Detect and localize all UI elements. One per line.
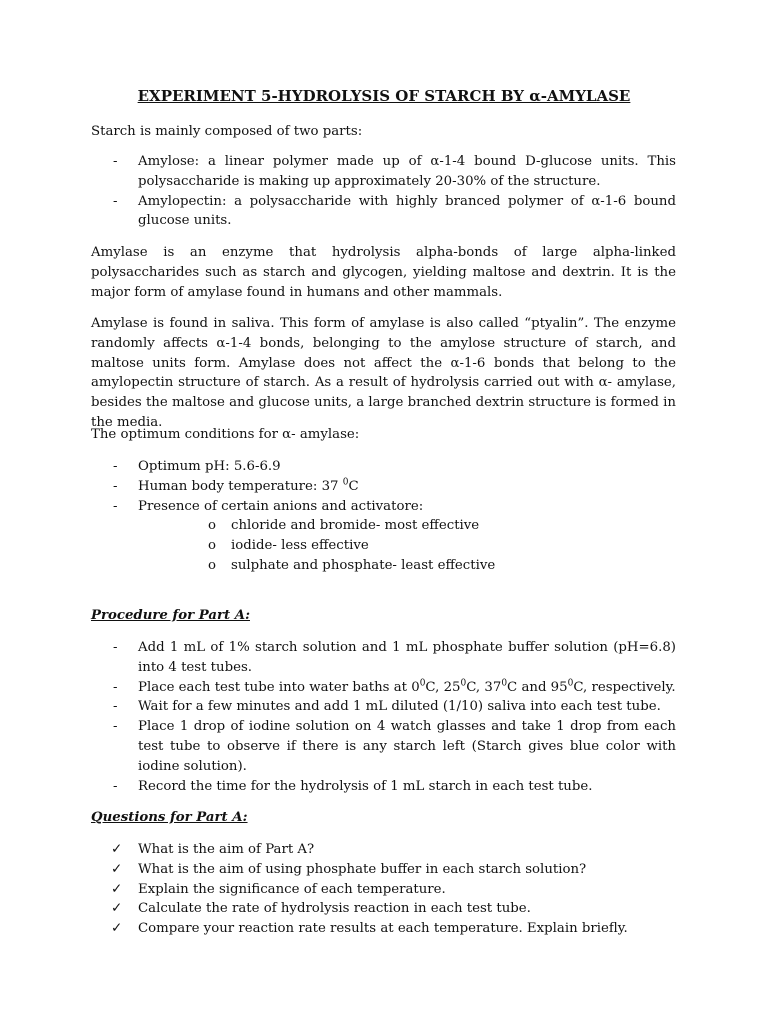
- dash-marker: -: [113, 699, 118, 715]
- bullet-marker: o: [208, 518, 217, 534]
- procedure-step: Add 1 mL of 1% starch solution and 1 mL phosphate buffer solution (pH=6.8) into 4 test tubes.: [138, 640, 676, 675]
- list-item: [91, 477, 676, 497]
- dash-marker: -: [113, 154, 118, 169]
- degree-sup: 0: [342, 477, 349, 488]
- degree-sup: 0: [460, 678, 467, 689]
- dash-marker: -: [113, 193, 118, 209]
- amylose-text: Amylose: a linear polymer made up of α-1-4 bound D-glucose units. This polysaccharide is making up approximately 20-30% of the structure.: [138, 154, 676, 189]
- procedure-list: [91, 638, 676, 796]
- list-item: [138, 556, 676, 576]
- question-text: Explain the significance of each temperature.: [138, 881, 446, 897]
- saliva-paragraph: Amylase is found in saliva. This form of amylase is also called “ptyalin”. The enzyme randomly affects α-1-4 bonds, belonging to the amylose structure of starch, and maltose units form. Amylase does not affect the α-1-6 bonds that belong to the amylopectin structure of starch. As a result of hydrolysis carried out with α- amylase, besides the maltose and glucose units, a large branched dextrin structure is formed in the media.: [91, 316, 676, 430]
- list-item: [91, 192, 676, 232]
- list-item: [91, 457, 676, 477]
- optimum-intro: The optimum conditions for α- amylase:: [91, 427, 360, 442]
- checkmark-icon: ✓: [111, 901, 123, 917]
- list-item: [91, 678, 676, 698]
- dash-marker: -: [113, 459, 118, 474]
- dash-marker: -: [113, 498, 118, 514]
- list-item: [91, 697, 676, 717]
- anions-text: Presence of certain anions and activatore:: [138, 498, 424, 514]
- question-text: Calculate the rate of hydrolysis reaction in each test tube.: [138, 901, 531, 917]
- ph-text: Optimum pH: 5.6-6.9: [138, 459, 281, 474]
- procedure-step: Place each test tube into water baths at 0: [138, 679, 420, 695]
- effect-text: chloride and bromide- most effective: [231, 518, 480, 534]
- dash-marker: -: [113, 719, 118, 735]
- dash-marker: -: [113, 778, 118, 794]
- procedure-step-part: C, respectively.: [573, 679, 676, 695]
- procedure-heading: Procedure for Part A:: [91, 608, 250, 623]
- procedure-step: Wait for a few minutes and add 1 mL diluted (1/10) saliva into each test tube.: [138, 699, 661, 715]
- list-item: [138, 516, 676, 536]
- temperature-text: Human body temperature: 37: [138, 478, 343, 494]
- questions-list: [91, 840, 676, 939]
- checkmark-icon: ✓: [111, 881, 123, 897]
- bullet-marker: o: [208, 557, 217, 573]
- procedure-step: Place 1 drop of iodine solution on 4 watch glasses and take 1 drop from each test tube to observe if there is any starch left (Starch gives blue color with iodine solution).: [138, 719, 676, 774]
- conditions-list: [91, 457, 676, 576]
- list-item: [91, 919, 676, 939]
- list-item: [91, 497, 676, 576]
- question-text: What is the aim of Part A?: [138, 842, 315, 857]
- bullet-marker: o: [208, 538, 217, 554]
- degree-sup: 0: [419, 678, 426, 689]
- effects-sublist: [138, 516, 676, 575]
- question-text: Compare your reaction rate results at each temperature. Explain briefly.: [138, 921, 628, 937]
- dash-marker: -: [113, 640, 118, 655]
- intro-text: Starch is mainly composed of two parts:: [91, 124, 363, 139]
- list-item: [91, 777, 676, 797]
- dash-marker: -: [113, 478, 118, 494]
- procedure-step: Record the time for the hydrolysis of 1 mL starch in each test tube.: [138, 778, 593, 794]
- degree-sup: 0: [501, 678, 508, 689]
- list-item: [138, 536, 676, 556]
- degree-sup: 0: [567, 678, 574, 689]
- list-item: [91, 840, 676, 860]
- procedure-step-part: C and 95: [507, 679, 568, 695]
- procedure-step-part: C, 25: [425, 679, 461, 695]
- questions-heading: Questions for Part A:: [91, 810, 248, 825]
- question-text: What is the aim of using phosphate buffer in each starch solution?: [138, 861, 587, 877]
- amylase-paragraph: Amylase is an enzyme that hydrolysis alpha-bonds of large alpha-linked polysaccharides such as starch and glycogen, yielding maltose and dextrin. It is the major form of amylase found in humans and other mammals.: [91, 245, 676, 300]
- amylopectin-text: Amylopectin: a polysaccharide with highly branced polymer of α-1-6 bound glucose units.: [138, 193, 676, 229]
- temperature-unit: C: [348, 478, 359, 494]
- starch-parts-list: [91, 152, 676, 231]
- effect-text: iodide- less effective: [231, 538, 369, 554]
- dash-marker: -: [113, 679, 118, 695]
- checkmark-icon: ✓: [111, 842, 123, 857]
- list-item: [91, 638, 676, 678]
- list-item: [91, 899, 676, 919]
- list-item: [91, 152, 676, 192]
- page-title: EXPERIMENT 5-HYDROLYSIS OF STARCH BY α-AMYLASE: [137, 87, 631, 105]
- effect-text: sulphate and phosphate- least effective: [231, 557, 496, 573]
- checkmark-icon: ✓: [111, 921, 123, 937]
- list-item: [91, 717, 676, 776]
- list-item: [91, 880, 676, 900]
- list-item: [91, 860, 676, 880]
- checkmark-icon: ✓: [111, 861, 123, 877]
- procedure-step-part: C, 37: [466, 679, 502, 695]
